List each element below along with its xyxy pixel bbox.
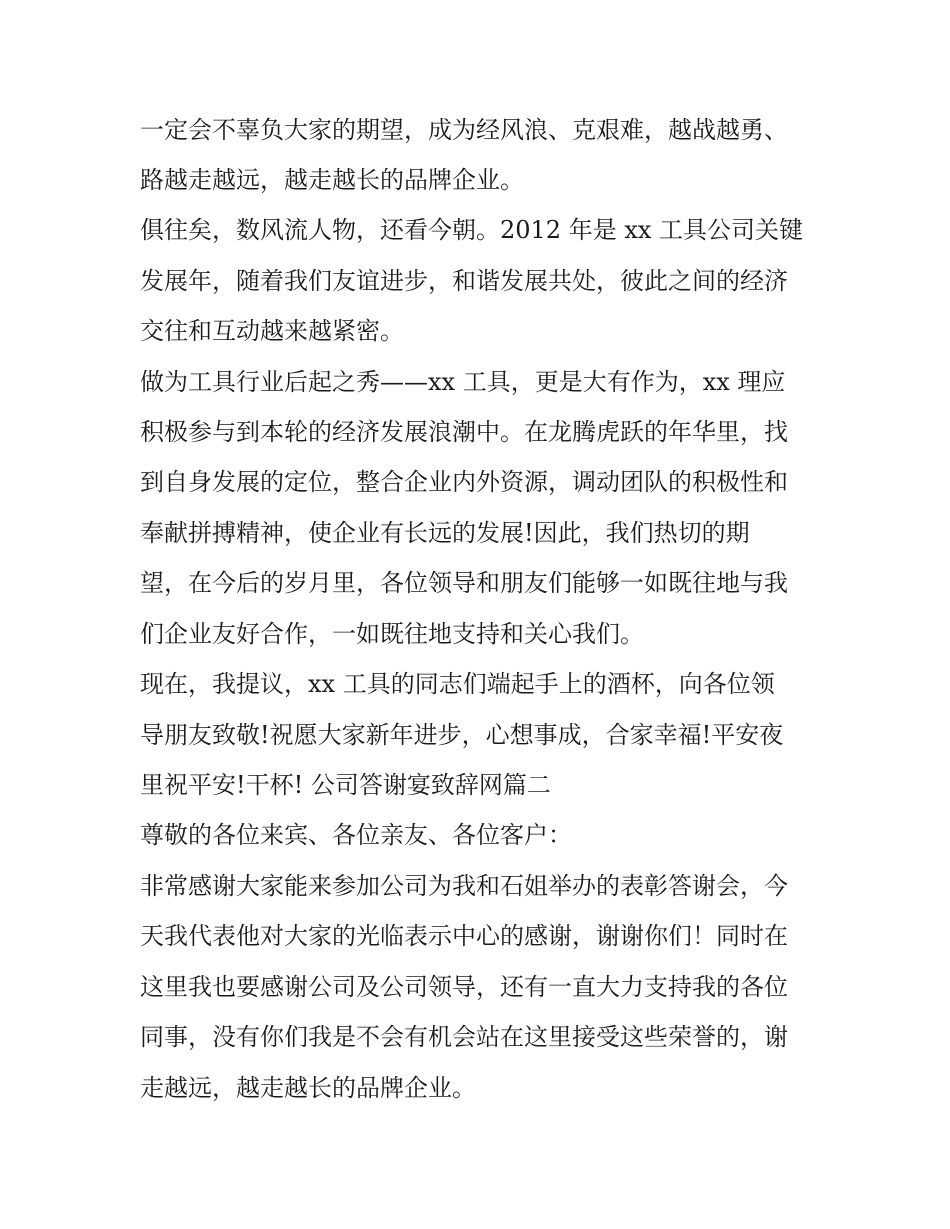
- text-line-17: 天我代表他对大家的光临表示中心的感谢，谢谢你们！同时在: [140, 922, 788, 950]
- text-line-4: 发展年，随着我们友谊进步，和谐发展共处，彼此之间的经济: [140, 267, 788, 295]
- text-line-12: 现在，我提议，xx 工具的同志们端起手上的酒杯，向各位领: [140, 670, 775, 698]
- text-line-2: 路越走越远，越走越长的品牌企业。: [140, 166, 524, 194]
- text-line-20: 走越远，越走越长的品牌企业。: [140, 1074, 476, 1102]
- text-line-3: 俱往矣，数风流人物，还看今朝。2012 年是 xx 工具公司关键: [140, 216, 804, 244]
- text-line-9: 奉献拼搏精神，使企业有长远的发展!因此，我们热切的期: [140, 519, 750, 547]
- text-line-5: 交往和互动越来越紧密。: [140, 317, 404, 345]
- text-line-6: 做为工具行业后起之秀——xx 工具，更是大有作为，xx 理应: [140, 368, 786, 396]
- text-line-7: 积极参与到本轮的经济发展浪潮中。在龙腾虎跃的年华里，找: [140, 418, 788, 446]
- text-line-19: 同事，没有你们我是不会有机会站在这里接受这些荣誉的，谢: [140, 1023, 788, 1051]
- text-line-18: 这里我也要感谢公司及公司领导，还有一直大力支持我的各位: [140, 973, 788, 1001]
- text-line-14: 里祝平安!干杯! 公司答谢宴致辞网篇二: [140, 771, 551, 799]
- text-line-8: 到自身发展的定位，整合企业内外资源，调动团队的积极性和: [140, 468, 788, 496]
- text-line-1: 一定会不辜负大家的期望，成为经风浪、克艰难，越战越勇、: [140, 116, 788, 144]
- text-line-15: 尊敬的各位来宾、各位亲友、各位客户：: [140, 821, 572, 849]
- text-line-10: 望，在今后的岁月里，各位领导和朋友们能够一如既往地与我: [140, 569, 788, 597]
- text-line-11: 们企业友好合作，一如既往地支持和关心我们。: [140, 620, 644, 648]
- text-line-13: 导朋友致敬!祝愿大家新年进步，心想事成，合家幸福!平安夜: [140, 721, 784, 749]
- text-line-16: 非常感谢大家能来参加公司为我和石姐举办的表彰答谢会，今: [140, 872, 788, 900]
